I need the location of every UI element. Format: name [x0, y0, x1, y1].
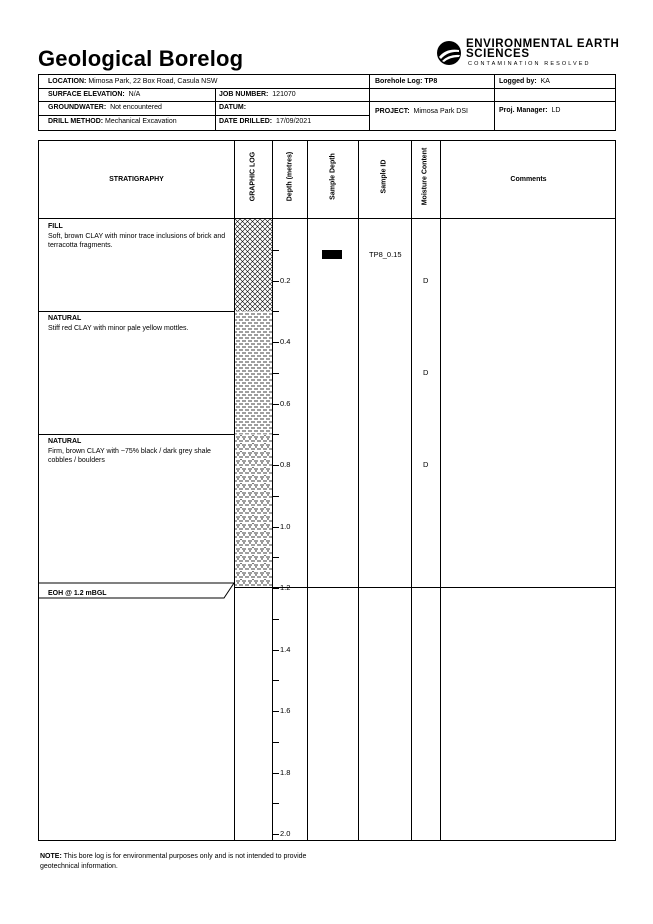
drill-method-field: DRILL METHOD: Mechanical Excavation — [48, 118, 177, 125]
layer-divider — [39, 311, 235, 312]
layer-divider — [39, 434, 235, 435]
moisture-value: D — [423, 367, 429, 377]
depth-tick — [273, 711, 279, 712]
page-title: Geological Borelog — [38, 46, 244, 71]
depth-tick — [273, 588, 279, 589]
col-sample-id: Sample ID — [380, 159, 388, 194]
company-logo — [436, 38, 626, 72]
job-number-field: JOB NUMBER: 121070 — [219, 91, 296, 98]
logged-by-field: Logged by: KA — [499, 78, 550, 85]
depth-label: 1.4 — [280, 644, 291, 654]
footnote: NOTE: This bore log is for environmental purposes only and is not intended to provide geotechnical information. — [40, 853, 307, 870]
graphic-log-clay — [235, 311, 272, 434]
moisture-value: D — [423, 275, 429, 285]
layer-title: NATURAL — [48, 315, 82, 323]
sample-id: TP8_0.15 — [369, 250, 402, 260]
location-field: LOCATION: Mimosa Park, 22 Box Road, Casula NSW — [48, 78, 218, 85]
depth-label: 2.0 — [280, 829, 291, 838]
depth-tick — [273, 650, 279, 651]
logo-mark-icon — [436, 40, 462, 66]
depth-tick — [273, 465, 279, 466]
col-sample-depth: Sample Depth — [329, 153, 337, 200]
depth-label: 1.0 — [280, 521, 291, 531]
col-comments: Comments — [510, 176, 547, 183]
depth-tick — [273, 434, 279, 435]
layer-description: Soft, brown CLAY with minor trace inclusions of brick and terracotta fragments. — [48, 233, 226, 249]
depth-tick — [273, 557, 279, 558]
borelog-table — [38, 140, 616, 841]
depth-label: 0.2 — [280, 275, 291, 285]
layer-description: Stiff red CLAY with minor pale yellow mottles. — [48, 325, 189, 333]
depth-tick — [273, 281, 279, 282]
depth-tick — [273, 680, 279, 681]
depth-label: 0.4 — [280, 337, 291, 346]
layer-description: Firm, brown CLAY with ~75% black / dark grey shale cobbles / boulders — [48, 448, 211, 465]
col-graphic-log: GRAPHIC LOG — [249, 151, 257, 202]
col-moisture: Moisture Content — [421, 147, 429, 206]
depth-label: 0.8 — [280, 460, 291, 469]
depth-label: 1.6 — [280, 706, 291, 715]
graphic-log-gravelly — [235, 434, 272, 588]
layer-title: FILL — [48, 223, 63, 230]
header-table — [38, 74, 616, 131]
surface-elevation-field: SURFACE ELEVATION: N/A — [48, 91, 141, 98]
depth-tick — [273, 496, 279, 497]
depth-tick — [273, 619, 279, 620]
depth-tick — [273, 773, 279, 774]
groundwater-field: GROUNDWATER: Not encountered — [48, 104, 162, 111]
depth-tick — [273, 373, 279, 374]
eoh-label: EOH @ 1.2 mBGL — [48, 590, 107, 597]
depth-tick — [273, 742, 279, 743]
logo-tagline: CONTAMINATION RESOLVED — [468, 61, 591, 67]
borehole-log-field: Borehole Log: TP8 — [375, 78, 438, 85]
depth-label: 1.8 — [280, 767, 291, 777]
date-drilled-field: DATE DRILLED: 17/09/2021 — [219, 118, 312, 125]
col-stratigraphy: STRATIGRAPHY — [109, 176, 164, 183]
moisture-value: D — [423, 460, 429, 469]
project-manager-field: Proj. Manager: LD — [499, 107, 561, 114]
logo-text-line1: ENVIRONMENTAL EARTH — [466, 38, 620, 50]
graphic-log-patterns — [235, 219, 272, 589]
depth-label: 0.6 — [280, 398, 291, 408]
sample-marker — [322, 250, 342, 259]
depth-tick — [273, 404, 279, 405]
depth-tick — [273, 527, 279, 528]
depth-tick — [273, 803, 279, 804]
datum-field: DATUM: — [219, 104, 247, 111]
layer-title: NATURAL — [48, 438, 82, 446]
depth-tick — [273, 311, 279, 312]
depth-tick — [273, 250, 279, 251]
logo-text-line2: SCIENCES — [466, 48, 530, 60]
col-depth: Depth (metres) — [286, 151, 294, 202]
depth-tick — [273, 834, 279, 835]
graphic-log-crosshatch — [235, 219, 272, 311]
depth-tick — [273, 342, 279, 343]
project-field: PROJECT: Mimosa Park DSI — [375, 108, 468, 115]
